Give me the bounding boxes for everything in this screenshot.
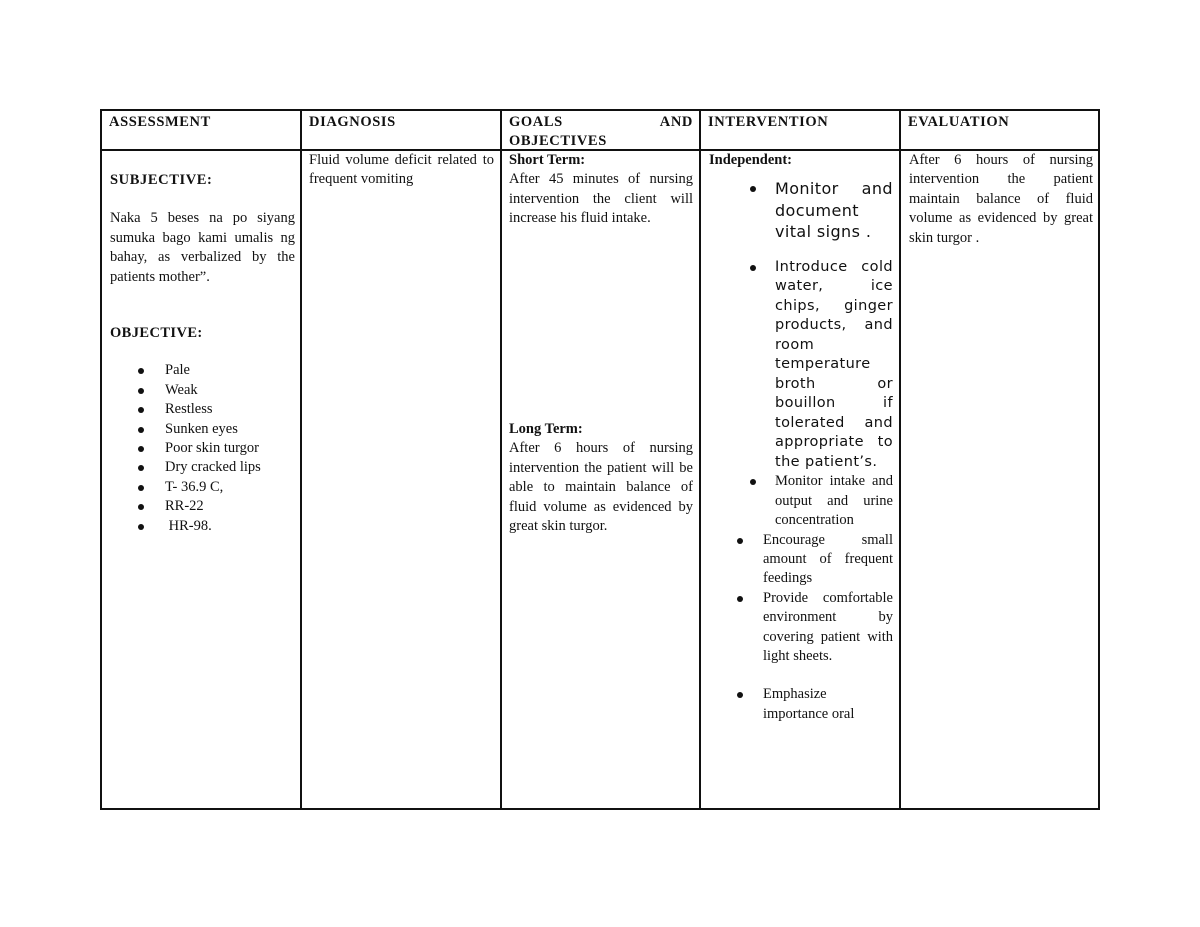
header-diagnosis: DIAGNOSIS (309, 114, 396, 130)
intervention-item: Monitor intake and output and urine concentration (775, 473, 893, 529)
bullet-icon (138, 504, 144, 510)
list-item (709, 258, 893, 473)
bullet-icon (138, 368, 144, 374)
evaluation-text: After 6 hours of nursing intervention the patient maintain balance of fluid volume as evidenced by great skin turgor . (909, 152, 1093, 246)
header-evaluation: EVALUATION (908, 114, 1010, 130)
objective-item: Weak (165, 381, 198, 398)
bullet-icon (750, 186, 756, 192)
short-term-text: After 45 minutes of nursing intervention the client will increase his fluid intake. (509, 171, 693, 227)
list-item (709, 685, 893, 724)
column-divider (899, 111, 901, 808)
objective-list (110, 361, 295, 536)
intervention-item: Monitor and document vital signs . (775, 179, 893, 242)
bullet-icon (750, 479, 756, 485)
list-item (110, 420, 295, 439)
diagnosis-text: Fluid volume deficit related to frequent vomiting (309, 152, 494, 188)
goals-long-cell (509, 420, 693, 536)
header-goals (509, 113, 693, 152)
intervention-item: Encourage small amount of frequent feedings (763, 531, 893, 587)
subjective-text: Naka 5 beses na po siyang sumuka bago kami umalis ng bahay, as verbalized by the patients mother”. (110, 210, 295, 285)
bullet-icon (737, 596, 743, 602)
bullet-icon (737, 692, 743, 698)
objective-item: HR-98. (165, 517, 212, 534)
bullet-icon (138, 407, 144, 413)
bullet-icon (138, 465, 144, 471)
list-item (110, 439, 295, 458)
intervention-cell (709, 151, 893, 808)
list-item (709, 531, 893, 589)
goals-short-cell (509, 151, 693, 229)
list-item (110, 458, 295, 477)
list-item (709, 178, 893, 243)
intervention-item: Provide comfortable environment by covering patient with light sheets. (763, 589, 893, 665)
column-divider (300, 111, 302, 808)
list-item (110, 478, 295, 497)
objective-item: Dry cracked lips (165, 459, 261, 476)
objective-item: Restless (165, 401, 213, 418)
bullet-icon (737, 538, 743, 544)
list-item (110, 361, 295, 380)
bullet-icon (138, 446, 144, 452)
objective-item: RR-22 (165, 498, 204, 515)
header-intervention: INTERVENTION (708, 114, 829, 130)
bullet-icon (138, 524, 144, 530)
list-item (110, 497, 295, 516)
list-item (110, 381, 295, 400)
bullet-icon (138, 388, 144, 394)
long-term-label: Long Term: (509, 421, 583, 437)
independent-label: Independent: (709, 152, 792, 168)
assessment-cell (110, 171, 295, 536)
header-goals-line2: OBJECTIVES (509, 133, 607, 150)
bullet-icon (138, 485, 144, 491)
long-term-text: After 6 hours of nursing intervention the patient will be able to maintain balance of fluid volume as evidenced by great skin turgor. (509, 440, 693, 535)
objective-item: Sunken eyes (165, 420, 238, 437)
intervention-list (709, 178, 893, 724)
bullet-icon (138, 427, 144, 433)
list-item (709, 472, 893, 530)
objective-item: T- 36.9 C, (165, 478, 224, 495)
bullet-icon (750, 265, 756, 271)
short-term-label: Short Term: (509, 152, 586, 168)
intervention-item: Introduce cold water, ice chips, ginger products, and room temperature broth or bouillon if tolerated and appropriate to the patient’s. (775, 258, 893, 470)
subjective-label: SUBJECTIVE: (110, 172, 213, 188)
objective-label: OBJECTIVE: (110, 325, 203, 342)
column-divider (500, 111, 502, 808)
objective-item: Poor skin turgor (165, 440, 259, 457)
list-item (110, 400, 295, 419)
column-divider (699, 111, 701, 808)
list-item (110, 517, 295, 536)
header-assessment: ASSESSMENT (109, 114, 211, 130)
care-plan-table (100, 109, 1100, 810)
header-goals-line1: GOALS AND (509, 114, 693, 130)
objective-item: Pale (165, 362, 190, 379)
intervention-item: Emphasize importance oral (763, 686, 855, 722)
list-item (709, 589, 893, 667)
